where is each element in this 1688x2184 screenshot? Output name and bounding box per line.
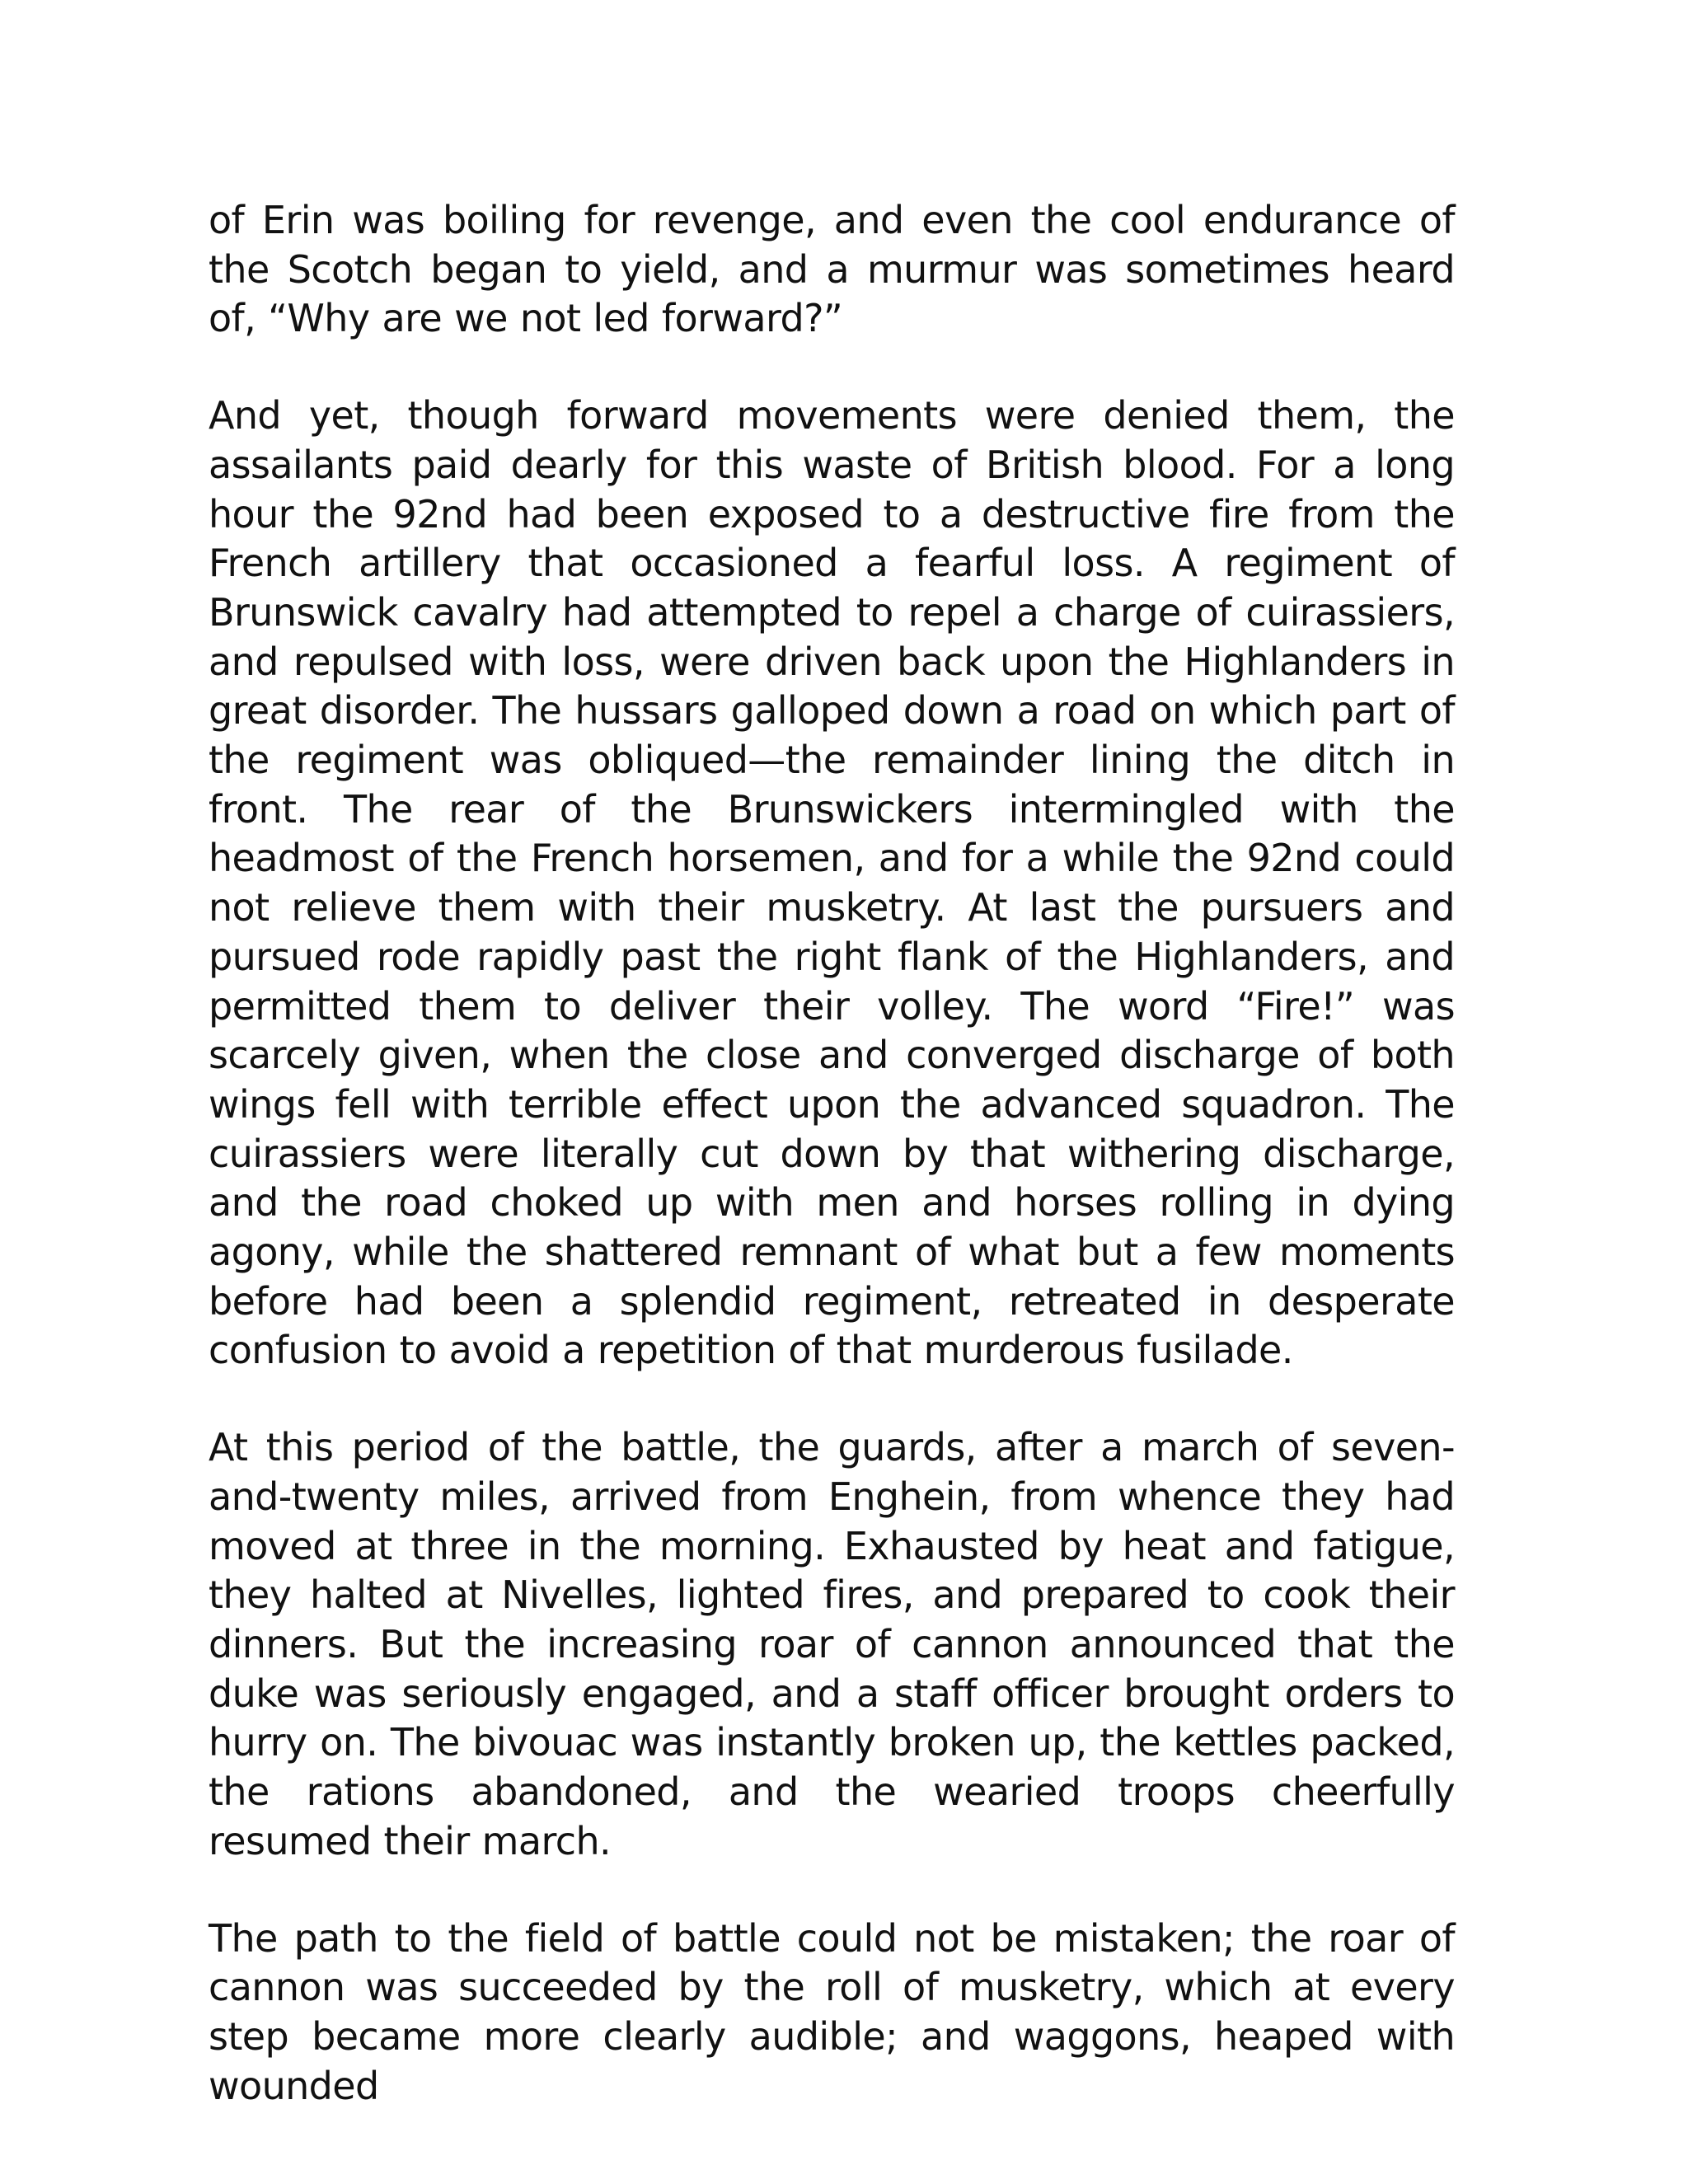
paragraph-3: At this period of the battle, the guards, after a march of seven-and-twenty miles, arrived from Enghein, from whence they had moved at three in the morning. Exhausted by heat and fatigue, they halted at Nivelles, lighted fires, and prepared to cook their dinners. But the increasing roar of cannon announced that the duke was seriously engaged, and a staff officer brought orders to hurry on. The bivouac was instantly broken up, the kettles packed, the rations abandoned, and the wearied troops cheerfully resumed their march. — [209, 1425, 1455, 1863]
body-text — [209, 196, 1455, 2111]
paragraph-1: of Erin was boiling for revenge, and even the cool endurance of the Scotch began to yield, and a murmur was sometimes heard of, “Why are we not led forward?” — [209, 198, 1455, 341]
paragraph-4: The path to the field of battle could not be mistaken; the roar of cannon was succeeded by the roll of musketry, which at every step became more clearly audible; and waggons, heaped with wounded — [209, 1915, 1455, 2108]
paragraph-2: And yet, though forward movements were denied them, the assailants paid dearly for this waste of British blood. For a long hour the 92nd had been exposed to a destructive fire from the French artillery that occasioned a fearful loss. A regiment of Brunswick cavalry had attempted to repel a charge of cuirassiers, and repulsed with loss, were driven back upon the Highlanders in great disorder. The hussars galloped down a road on which part of the regiment was obliqued—the remainder lining the ditch in front. The rear of the Brunswickers intermingled with the headmost of the French horsemen, and for a while the 92nd could not relieve them with their musketry. At last the pursuers and pursued rode rapidly past the right flank of the Highlanders, and permitted them to deliver their volley. The word “Fire!” was scarcely given, when the close and converged discharge of both wings fell with terrible effect upon the advanced squadron. The cuirassiers were literally cut down by that withering discharge, and the road choked up with men and horses rolling in dying agony, while the shattered remnant of what but a few moments before had been a splendid regiment, retreated in desperate confusion to avoid a repetition of that murderous fusilade. — [209, 393, 1455, 1373]
